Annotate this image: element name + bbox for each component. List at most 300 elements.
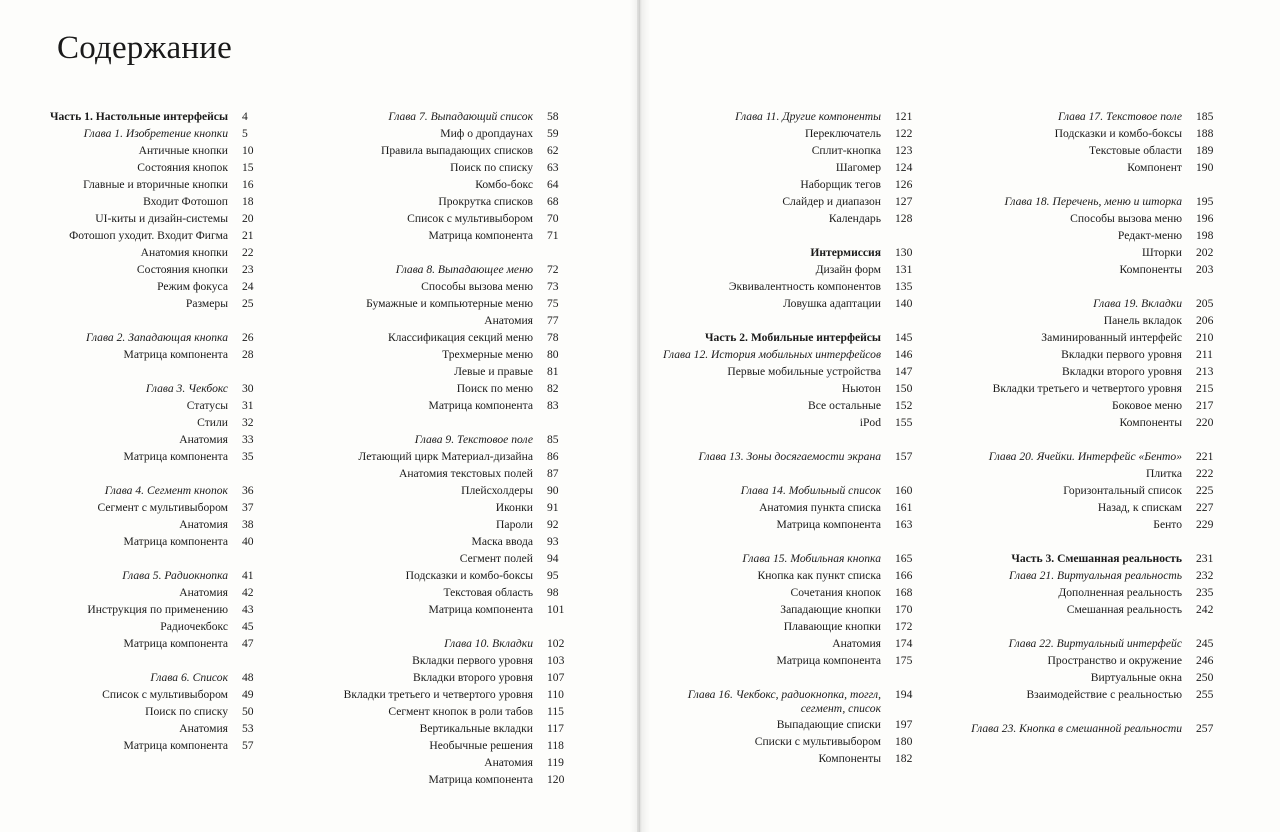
toc-page-number: 161: [895, 501, 913, 514]
toc-entry-title: Глава 21. Виртуальная реальность: [1009, 569, 1182, 582]
toc-entry-title: iPod: [859, 416, 881, 429]
toc-entry-title: Вкладки второго уровня: [1062, 365, 1182, 378]
toc-entry: [30, 142, 273, 159]
toc-page-number: 59: [547, 127, 559, 140]
toc-chapter: [30, 669, 273, 686]
toc-page-number: 202: [1196, 246, 1214, 259]
toc-entry: [650, 516, 926, 533]
toc-page-number: 92: [547, 518, 559, 531]
toc-chapter: [650, 482, 926, 499]
toc-entry-title: Глава 4. Сегмент кнопок: [104, 484, 228, 497]
toc-page-number: 103: [547, 654, 565, 667]
toc-part: [30, 108, 273, 125]
toc-entry-title: Плитка: [1145, 467, 1182, 480]
toc-entry-title: Сегмент кнопок в роли табов: [388, 705, 533, 718]
toc-page-number: 101: [547, 603, 565, 616]
toc-entry: [955, 601, 1227, 618]
toc-entry-title: Глава 23. Кнопка в смешанной реальности: [971, 721, 1182, 735]
toc-entry-title: Необычные решения: [429, 739, 533, 752]
toc-entry: [650, 414, 926, 431]
toc-entry-title: Дополненная реальность: [1058, 586, 1182, 599]
toc-entry-title: Вкладки второго уровня: [413, 671, 533, 684]
toc-entry-title: Глава 9. Текстовое поле: [414, 433, 533, 446]
toc-part: [955, 550, 1227, 567]
toc-entry-title: Анатомия пункта списка: [759, 501, 881, 514]
toc-page-number: 165: [895, 552, 913, 565]
toc-entry-title: Статусы: [186, 399, 228, 412]
toc-page-number: 213: [1196, 365, 1214, 378]
toc-entry: [955, 669, 1227, 686]
toc-entry: [300, 295, 578, 312]
toc-entry-title: Матрица компонента: [428, 229, 533, 242]
toc-page-number: 147: [895, 365, 913, 378]
toc-chapter: [30, 329, 273, 346]
toc-entry: [300, 363, 578, 380]
toc-entry-title: Способы вызова меню: [1070, 212, 1182, 225]
toc-entry-title: Компоненты: [818, 751, 881, 765]
toc-page-number: 205: [1196, 297, 1214, 310]
toc-entry-title: Редакт-меню: [1117, 229, 1182, 242]
toc-entry-title: Миф о дропдаунах: [440, 127, 533, 140]
toc-entry-title: Состояния кнопки: [136, 263, 228, 276]
toc-entry: [30, 176, 273, 193]
toc-entry-title: Вкладки первого уровня: [1061, 348, 1182, 361]
toc-entry: [650, 499, 926, 516]
toc-chapter: [955, 720, 1227, 737]
toc-entry-title: Входит Фотошоп: [143, 195, 228, 208]
toc-page-number: 68: [547, 195, 559, 208]
toc-entry-title: Поиск по списку: [450, 161, 533, 174]
toc-entry: [650, 125, 926, 142]
toc-entry: [30, 703, 273, 720]
toc-entry: [30, 261, 273, 278]
toc-page-number: 73: [547, 280, 559, 293]
toc-entry-title: Глава 18. Перечень, меню и шторка: [1004, 195, 1182, 208]
toc-entry-title: Плавающие кнопки: [783, 620, 881, 633]
page-title: Содержание: [57, 30, 232, 66]
toc-entry: [30, 533, 273, 550]
toc-page-number: 131: [895, 263, 913, 276]
toc-page-number: 83: [547, 399, 559, 412]
toc-page-number: 91: [547, 501, 559, 514]
toc-entry-title: Шторки: [1141, 246, 1182, 259]
toc-entry: [955, 142, 1227, 159]
toc-entry-title: Часть 3. Смешанная реальность: [1011, 552, 1182, 565]
toc-page-number: 174: [895, 637, 913, 650]
toc-entry-title: Анатомия кнопки: [140, 246, 228, 259]
toc-chapter: [300, 108, 578, 125]
toc-entry-title: Комбо-бокс: [475, 178, 533, 191]
toc-page-number: 225: [1196, 484, 1214, 497]
toc-page-number: 163: [895, 518, 913, 531]
toc-page-number: 168: [895, 586, 913, 599]
toc-entry-title: Состояния кнопок: [137, 161, 228, 174]
toc-page-number: 121: [895, 110, 913, 123]
toc-entry: [955, 414, 1227, 431]
toc-entry-title: Поиск по меню: [456, 382, 533, 395]
toc-page-number: 38: [242, 518, 254, 531]
toc-entry: [30, 686, 273, 703]
toc-entry: [300, 397, 578, 414]
toc-entry: [30, 431, 273, 448]
toc-page-number: 21: [242, 229, 254, 242]
toc-entry-title: Компоненты: [1119, 263, 1182, 276]
toc-page-number: 185: [1196, 110, 1214, 123]
toc-page-number: 93: [547, 535, 559, 548]
toc-entry-title: Глава 11. Другие компоненты: [735, 110, 881, 123]
toc-entry: [650, 261, 926, 278]
toc-part: [650, 329, 926, 346]
toc-entry-title: Ньютон: [841, 382, 881, 395]
toc-page-number: 235: [1196, 586, 1214, 599]
toc-entry-title: Размеры: [185, 297, 228, 310]
toc-chapter: [300, 431, 578, 448]
toc-page-number: 222: [1196, 467, 1214, 480]
toc-entry: [30, 516, 273, 533]
toc-chapter: [650, 346, 926, 363]
toc-entry: [30, 210, 273, 227]
toc-entry-title: UI-киты и дизайн-системы: [95, 212, 228, 225]
toc-chapter: [955, 295, 1227, 312]
toc-entry-title: Плейсхолдеры: [461, 484, 533, 497]
toc-page-number: 50: [242, 705, 254, 718]
toc-entry-title: Матрица компонента: [123, 739, 228, 752]
toc-entry-title: Часть 1. Настольные интерфейсы: [49, 110, 228, 123]
toc-entry: [650, 278, 926, 295]
toc-entry-title: Иконки: [495, 501, 533, 514]
toc-page-number: 98: [547, 586, 559, 599]
toc-page-number: 166: [895, 569, 913, 582]
toc-entry-title: Глава 5. Радиокнопка: [122, 569, 228, 582]
toc-page-number: 126: [895, 178, 913, 191]
toc-entry: [955, 482, 1227, 499]
toc-entry-title: Анатомия: [179, 518, 228, 531]
toc-entry: [30, 618, 273, 635]
toc-page-number: 33: [242, 433, 254, 446]
toc-entry-title: Матрица компонента: [123, 637, 228, 650]
toc-entry: [955, 397, 1227, 414]
toc-page-number: 81: [547, 365, 559, 378]
toc-chapter: [30, 567, 273, 584]
toc-entry: [300, 669, 578, 686]
toc-page-number: 41: [242, 569, 254, 582]
toc-page-number: 196: [1196, 212, 1214, 225]
toc-page-number: 32: [242, 416, 254, 429]
toc-entry-title: Компонент: [1127, 161, 1182, 174]
toc-page-number: 23: [242, 263, 254, 276]
toc-entry: [300, 227, 578, 244]
toc-entry-title: Западающие кнопки: [780, 603, 881, 616]
toc-entry: [300, 176, 578, 193]
toc-page-number: 18: [242, 195, 254, 208]
toc-page-number: 70: [547, 212, 559, 225]
toc-entry-title: Анатомия: [484, 314, 533, 327]
toc-page-number: 94: [547, 552, 559, 565]
toc-entry-title: Список с мультивыбором: [102, 688, 228, 701]
toc-entry-title: Сочетания кнопок: [790, 586, 881, 599]
toc-page-number: 28: [242, 348, 254, 361]
toc-entry-title: Анатомия: [179, 586, 228, 599]
toc-entry-title: Пространство и окружение: [1047, 654, 1182, 667]
toc-page-number: 47: [242, 637, 254, 650]
toc-entry-title: Эквивалентность компонентов: [728, 280, 881, 293]
toc-entry: [955, 363, 1227, 380]
toc-entry: [300, 346, 578, 363]
toc-entry: [300, 652, 578, 669]
toc-page-number: 42: [242, 586, 254, 599]
toc-page-number: 16: [242, 178, 254, 191]
toc-entry: [650, 601, 926, 618]
toc-entry: [300, 737, 578, 754]
toc-entry: [300, 601, 578, 618]
toc-entry-title: Правила выпадающих списков: [381, 144, 533, 157]
toc-page-number: 119: [547, 756, 564, 769]
toc-entry-title: Все остальные: [808, 399, 881, 412]
toc-entry: [650, 210, 926, 227]
toc-entry-title: Ловушка адаптации: [783, 297, 881, 310]
toc-entry: [300, 125, 578, 142]
toc-entry: [650, 618, 926, 635]
toc-entry-title: Глава 19. Вкладки: [1093, 297, 1182, 310]
toc-page-number: 197: [895, 717, 913, 731]
toc-entry: [300, 499, 578, 516]
toc-chapter: [955, 448, 1227, 465]
toc-page-number: 203: [1196, 263, 1214, 276]
toc-entry: [300, 533, 578, 550]
toc-entry: [30, 737, 273, 754]
toc-entry: [650, 584, 926, 601]
toc-entry: [650, 363, 926, 380]
toc-entry: [955, 210, 1227, 227]
toc-entry-title: Стили: [197, 416, 228, 429]
toc-entry-title: Летающий цирк Материал-дизайна: [358, 450, 533, 463]
toc-entry-title: Глава 15. Мобильная кнопка: [742, 552, 881, 565]
toc-entry: [650, 380, 926, 397]
toc-entry-title: Анатомия: [179, 433, 228, 446]
toc-entry-title: Матрица компонента: [123, 535, 228, 548]
toc-entry-title: Слайдер и диапазон: [782, 195, 881, 208]
toc-entry: [300, 482, 578, 499]
toc-page-number: 150: [895, 382, 913, 395]
toc-page-number: 49: [242, 688, 254, 701]
toc-page-number: 157: [895, 450, 913, 463]
toc-entry: [955, 652, 1227, 669]
toc-page-number: 198: [1196, 229, 1214, 242]
toc-entry-title: Анатомия текстовых полей: [398, 467, 533, 480]
toc-page-number: 232: [1196, 569, 1214, 582]
toc-entry-title: Список с мультивыбором: [407, 212, 533, 225]
toc-entry-title: Трехмерные меню: [442, 348, 533, 361]
toc-page-number: 172: [895, 620, 913, 633]
toc-entry-title: Бенто: [1153, 518, 1182, 531]
toc-page-number: 245: [1196, 637, 1214, 650]
toc-entry-title: Бумажные и компьютерные меню: [366, 297, 533, 310]
toc-page-number: 115: [547, 705, 564, 718]
toc-entry: [30, 635, 273, 652]
toc-page-number: 175: [895, 654, 913, 667]
toc-entry: [300, 210, 578, 227]
toc-entry: [300, 686, 578, 703]
toc-entry-title: Глава 16. Чекбокс, радиокнопка, тоггл, сегмент, список: [687, 687, 881, 715]
toc-chapter: [650, 108, 926, 125]
toc-entry-title: Списки с мультивыбором: [754, 734, 881, 748]
toc-entry: [955, 516, 1227, 533]
toc-chapter: [650, 448, 926, 465]
toc-entry-title: Режим фокуса: [157, 280, 228, 293]
toc-page-number: 220: [1196, 416, 1214, 429]
toc-page-number: 127: [895, 195, 913, 208]
toc-entry: [300, 312, 578, 329]
toc-entry: [300, 193, 578, 210]
toc-page-number: 20: [242, 212, 254, 225]
toc-entry-title: Дизайн форм: [815, 263, 881, 276]
toc-page-number: 36: [242, 484, 254, 497]
toc-page-number: 194: [895, 688, 913, 701]
toc-entry-title: Глава 13. Зоны досягаемости экрана: [698, 450, 881, 463]
toc-entry: [650, 635, 926, 652]
toc-page-number: 255: [1196, 688, 1214, 701]
toc-page-number: 72: [547, 263, 559, 276]
book-gutter: [630, 0, 650, 832]
toc-entry-title: Классификация секций меню: [387, 331, 533, 344]
toc-page-number: 35: [242, 450, 254, 463]
toc-entry: [300, 754, 578, 771]
toc-page-number: 4: [242, 110, 248, 123]
toc-entry: [30, 601, 273, 618]
toc-entry: [30, 397, 273, 414]
toc-page-number: 135: [895, 280, 913, 293]
toc-page-number: 206: [1196, 314, 1214, 327]
toc-entry: [650, 159, 926, 176]
toc-entry-title: Матрица компонента: [776, 654, 881, 667]
toc-entry: [955, 244, 1227, 261]
toc-page-number: 229: [1196, 518, 1214, 531]
toc-entry-title: Вкладки первого уровня: [412, 654, 533, 667]
toc-page-number: 22: [242, 246, 254, 259]
toc-entry-title: Матрица компонента: [123, 348, 228, 361]
toc-entry-title: Сплит-кнопка: [811, 144, 881, 157]
toc-entry-title: Глава 10. Вкладки: [444, 637, 533, 650]
toc-page-number: 124: [895, 161, 913, 174]
toc-page-number: 210: [1196, 331, 1214, 344]
toc-entry: [955, 584, 1227, 601]
toc-page-number: 130: [895, 246, 913, 259]
toc-entry-title: Смешанная реальность: [1066, 603, 1182, 616]
toc-entry: [955, 499, 1227, 516]
toc-entry-title: Сегмент с мультивыбором: [97, 501, 228, 514]
toc-entry: [650, 652, 926, 669]
toc-page-number: 250: [1196, 671, 1214, 684]
toc-entry: [650, 716, 926, 733]
toc-page-number: 64: [547, 178, 559, 191]
toc-entry: [300, 550, 578, 567]
toc-page-number: 57: [242, 739, 254, 752]
toc-page-number: 160: [895, 484, 913, 497]
toc-entry-title: Заминированный интерфейс: [1041, 331, 1182, 344]
toc-entry-title: Вкладки третьего и четвертого уровня: [992, 382, 1182, 395]
toc-entry: [300, 329, 578, 346]
toc-page-number: 190: [1196, 161, 1214, 174]
toc-entry-title: Календарь: [828, 212, 881, 225]
toc-entry: [955, 465, 1227, 482]
toc-entry-title: Прокрутка списков: [438, 195, 533, 208]
toc-page-number: 31: [242, 399, 254, 412]
toc-entry-title: Глава 3. Чекбокс: [145, 382, 228, 395]
toc-page-number: 155: [895, 416, 913, 429]
toc-page-number: 217: [1196, 399, 1214, 412]
toc-entry: [650, 567, 926, 584]
toc-chapter: [955, 108, 1227, 125]
toc-chapter: [955, 193, 1227, 210]
toc-entry-title: Анатомия: [832, 637, 881, 650]
toc-entry: [30, 584, 273, 601]
toc-entry-title: Глава 12. История мобильных интерфейсов: [663, 347, 881, 361]
toc-entry-title: Боковое меню: [1111, 399, 1182, 412]
toc-entry: [30, 448, 273, 465]
toc-page-number: 110: [547, 688, 564, 701]
toc-page-number: 86: [547, 450, 559, 463]
toc-page-number: 146: [895, 348, 913, 361]
toc-entry-title: Вкладки третьего и четвертого уровня: [343, 688, 533, 701]
toc-page-number: 77: [547, 314, 559, 327]
toc-entry: [300, 516, 578, 533]
toc-entry-title: Матрица компонента: [428, 399, 533, 412]
toc-column-3: [650, 108, 926, 767]
toc-page-number: 120: [547, 773, 565, 786]
toc-page-number: 246: [1196, 654, 1214, 667]
toc-chapter: [30, 380, 273, 397]
toc-entry-title: Текстовая область: [443, 586, 533, 599]
toc-page-number: 170: [895, 603, 913, 616]
toc-page-number: 80: [547, 348, 559, 361]
toc-entry: [955, 227, 1227, 244]
toc-page-number: 189: [1196, 144, 1214, 157]
toc-page-number: 30: [242, 382, 254, 395]
toc-entry: [300, 142, 578, 159]
toc-entry-title: Глава 20. Ячейки. Интерфейс «Бенто»: [988, 450, 1182, 463]
toc-entry: [955, 125, 1227, 142]
toc-entry: [955, 346, 1227, 363]
toc-entry: [650, 733, 926, 750]
toc-page-number: 188: [1196, 127, 1214, 140]
toc-page-number: 117: [547, 722, 564, 735]
toc-entry-title: Шагомер: [835, 161, 881, 174]
toc-entry: [300, 159, 578, 176]
toc-entry: [30, 295, 273, 312]
toc-entry-title: Античные кнопки: [138, 144, 228, 157]
toc-page-number: 75: [547, 297, 559, 310]
toc-entry: [30, 346, 273, 363]
toc-entry-title: Выпадающие списки: [776, 717, 881, 731]
toc-page-number: 227: [1196, 501, 1214, 514]
toc-page-number: 215: [1196, 382, 1214, 395]
toc-page-number: 195: [1196, 195, 1214, 208]
toc-entry: [30, 499, 273, 516]
toc-page-number: 24: [242, 280, 254, 293]
toc-page-number: 257: [1196, 722, 1214, 735]
toc-entry-title: Компоненты: [1119, 416, 1182, 429]
toc-page-number: 37: [242, 501, 254, 514]
toc-page-number: 140: [895, 297, 913, 310]
toc-page-number: 26: [242, 331, 254, 344]
toc-entry: [300, 703, 578, 720]
toc-entry-title: Глава 8. Выпадающее меню: [395, 263, 533, 276]
toc-entry-title: Кнопка как пункт списка: [757, 569, 881, 582]
toc-entry-title: Переключатель: [804, 127, 881, 140]
toc-chapter: [650, 550, 926, 567]
toc-entry: [650, 750, 926, 767]
toc-entry-title: Взаимодействие с реальностью: [1026, 688, 1182, 701]
